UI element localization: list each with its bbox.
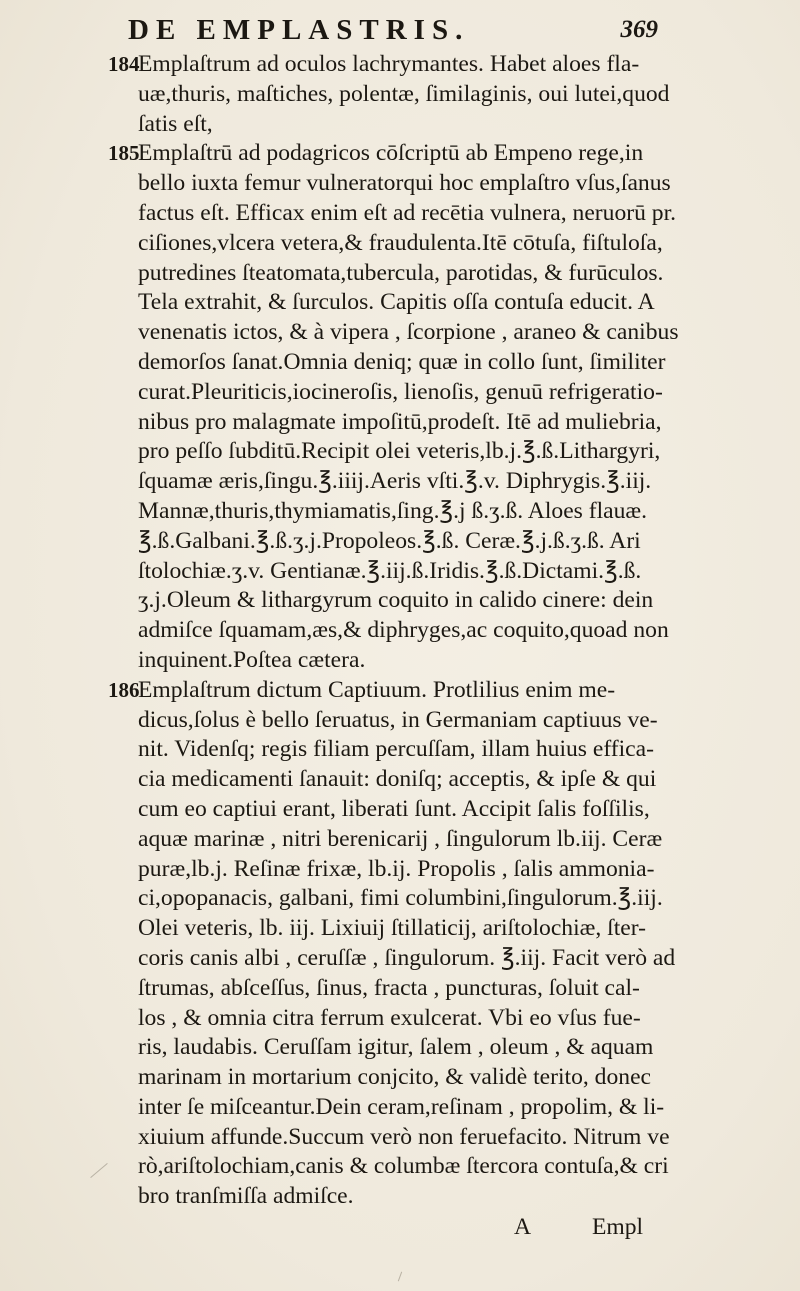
text-line: Emplaſtrum dictum Captiuum. Protlilius enim me-: [138, 676, 616, 703]
text-line: ci,opopanacis, galbani, fimi columbini,ſingulorum.℥.iij.: [138, 885, 663, 912]
entry-number: 185: [108, 141, 140, 166]
text-line: ſtolochiæ.ʒ.v. Gentianæ.℥.iij.ß.Iridis.℥.ß.Dictami.℥.ß.: [138, 557, 642, 584]
text-line: nibus pro malagmate impoſitū,prodeſt. Itē ad muliebria,: [138, 408, 662, 435]
text-line: nit. Videnſq; regis filiam percuſſam, illam huius effica-: [138, 736, 654, 763]
text-line: ris, laudabis. Ceruſſam igitur, ſalem , oleum , & aquam: [138, 1034, 654, 1061]
catchline: [116, 1212, 676, 1242]
running-title: DE EMPLASTRIS.: [128, 14, 470, 46]
entry-number: 184: [108, 52, 140, 76]
text-line: puræ,lb.j. Reſinæ frixæ, lb.ij. Propolis , ſalis ammonia-: [138, 855, 655, 882]
text-line: Mannæ,thuris,thymiamatis,ſing.℥.j ß.ʒ.ß. Aloes flauæ.: [138, 497, 648, 524]
text-line: ſtrumas, abſceſſus, ſinus, fracta , puncturas, ſoluit cal-: [138, 974, 640, 1001]
text-line: admiſce ſquamam,æs,& diphryges,ac coquito,quoad non: [138, 617, 669, 644]
text-line: cum eo captiui erant, liberati ſunt. Accipit ſalis foſſilis,: [138, 795, 650, 822]
text-line: marinam in mortarium conjcito, & validè terito, donec: [138, 1064, 652, 1091]
text-line: venenatis ictos, & à vipera , ſcorpione , araneo & canibus: [138, 319, 679, 346]
signature-mark: A: [514, 1214, 532, 1241]
text-line: factus eſt. Efficax enim eſt ad recētia vulnera, neruorū pr.: [138, 199, 677, 226]
text-line: coris canis albi , ceruſſæ , ſingulorum. ℥.iij. Facit verò ad: [138, 944, 676, 971]
catchword: Empl: [592, 1214, 644, 1241]
pencil-mark: [398, 1272, 402, 1282]
text-line: inquinent.Poſtea cætera.: [138, 646, 366, 673]
text-line: cia medicamenti ſanauit: doniſq; acceptis, & ipſe & qui: [138, 766, 657, 793]
page-header: [128, 14, 658, 54]
text-line: putredines ſteatomata,tubercula, parotidas, & furūculos.: [138, 259, 664, 286]
text-line: demorſos ſanat.Omnia deniq; quæ in collo ſunt, ſimiliter: [138, 348, 666, 375]
text-body: [108, 50, 679, 1242]
text-line: ciſiones,vlcera vetera,& fraudulenta.Itē cōtuſa, fiſtuloſa,: [138, 229, 663, 256]
text-line: aquæ marinæ , nitri berenicarij , ſingulorum lb.iij. Ceræ: [138, 825, 663, 852]
text-line: bello iuxta femur vulneratorqui hoc emplaſtro vſus,ſanus: [138, 170, 671, 197]
text-line: uæ,thuris, maſtiches, polentæ, ſimilaginis, oui lutei,quod: [138, 80, 670, 107]
text-line: pro peſſo ſubditū.Recipit olei veteris,lb.j.℥.ß.Lithargyri,: [138, 438, 661, 465]
text-line: xiuium affunde.Succum verò non feruefacito. Nitrum ve: [138, 1123, 670, 1150]
text-line: Emplaſtrum ad oculos lachrymantes. Habet aloes fla-: [138, 51, 640, 77]
text-line: Olei veteris, lb. iij. Lixiuij ſtillaticij, ariſtolochiæ, ſter-: [138, 915, 647, 942]
text-line: ℥.ß.Galbani.℥.ß.ʒ.j.Propoleos.℥.ß. Ceræ.℥.j.ß.ʒ.ß. Ari: [138, 527, 641, 554]
text-line: ʒ.j.Oleum & lithargyrum coquito in calido cinere: dein: [138, 587, 654, 614]
entry-185: [108, 139, 679, 675]
text-line: bro tranſmiſſa admiſce.: [138, 1183, 354, 1210]
entry-186: [108, 676, 676, 1212]
text-line: Emplaſtrū ad podagricos cōſcriptū ab Empeno rege,in: [138, 140, 644, 167]
text-line: ſatis eſt,: [138, 110, 213, 137]
pencil-mark: [90, 1163, 107, 1178]
entry-184: [108, 50, 676, 139]
text-line: inter ſe miſceantur.Dein ceram,reſinam , propolim, & li-: [138, 1093, 665, 1120]
text-line: ſquamæ æris,ſingu.℥.iiij.Aeris vſti.℥.v. Diphrygis.℥.iij.: [138, 468, 652, 495]
page-number: 369: [620, 16, 658, 43]
entry-number: 186: [108, 677, 140, 702]
text-line: curat.Pleuriticis,iocineroſis, lienoſis, genuū refrigeratio-: [138, 378, 663, 405]
text-line: los , & omnia citra ferrum exulcerat. Vbi eo vſus fue-: [138, 1004, 641, 1031]
text-line: Tela extrahit, & ſurculos. Capitis oſſa contuſa educit. A: [138, 289, 655, 316]
text-line: dicus,ſolus è bello ſeruatus, in Germaniam captiuus ve-: [138, 706, 658, 733]
text-line: rò,ariſtolochiam,canis & columbæ ſtercora contuſa,& cri: [138, 1153, 669, 1180]
